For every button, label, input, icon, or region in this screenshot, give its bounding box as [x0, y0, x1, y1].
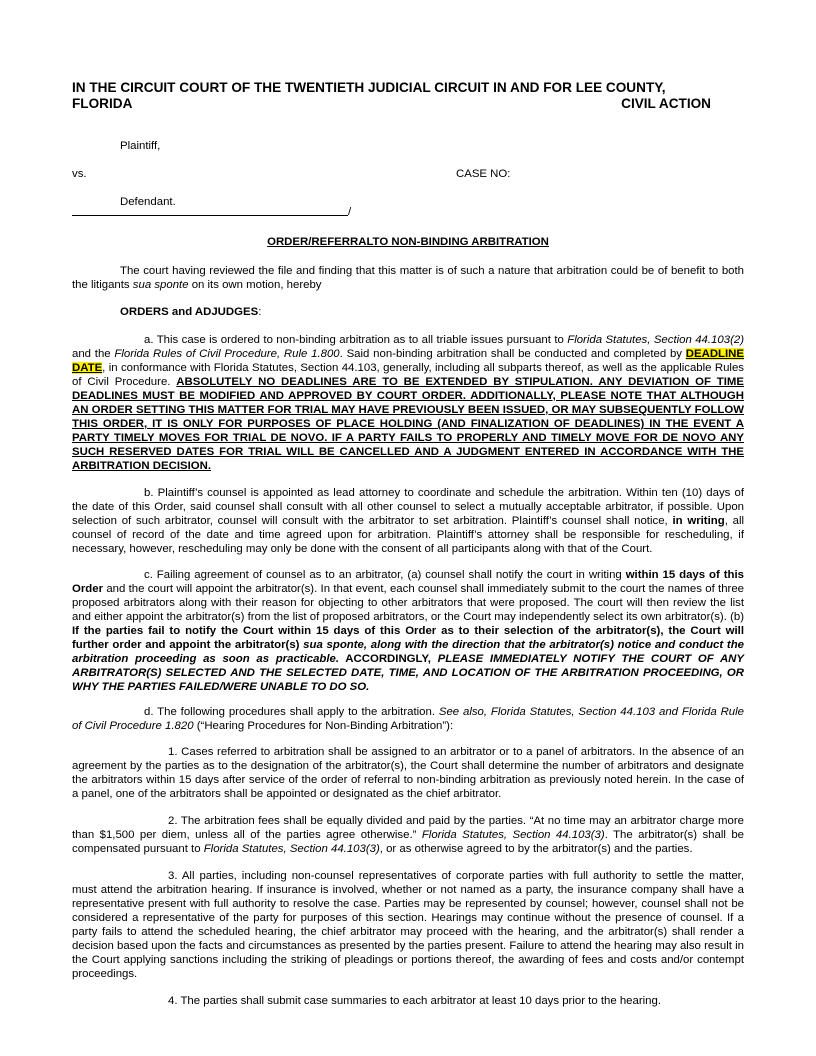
civil-action-label: CIVIL ACTION: [621, 96, 711, 111]
plaintiff-label: Plaintiff,: [120, 140, 161, 152]
signature-line: [72, 205, 348, 216]
case-no-label: CASE NO:: [456, 168, 511, 180]
defendant-label: Defendant.: [120, 196, 176, 208]
vs-label: vs.: [72, 168, 87, 180]
procedure-item-1: 1. Cases referred to arbitration shall be assigned to an arbitrator or to a panel of arbitrators. In the absence of an agreement by the parties as to the designation of the arbitrator(s), the Court shall determine the number of arbitrators and designate the arbitrators within 15 days after service of the order of referral to non-binding arbitration as previously noted herein. In the case of a panel, one of the arbitrators shall be appointed or designated as the chief arbitrator.: [72, 746, 744, 800]
order-heading: ORDER/REFERRALTO NON-BINDING ARBITRATION: [267, 236, 549, 248]
procedure-item-4: 4. The parties shall submit case summaries to each arbitrator at least 10 days prior to the hearing.: [168, 995, 661, 1007]
procedure-item-3: 3. All parties, including non-counsel representatives of corporate parties with full authority to settle the matter, must attend the arbitration hearing. If insurance is involved, whether or not named as a party, the insurance company shall have a representative present with full authority to resolve the case. Parties may be represented by counsel; however, counsel shall not be considered a representative of the party for purposes of this section. Hearings may continue without the presence of counsel. If a party fails to attend the scheduled hearing, the chief arbitrator may proceed with the hearing, and the arbitrator(s) shall render a decision based upon the facts and circumstances as presented by the parties present. Failure to attend the hearing may also result in the Court applying sanctions including the striking of pleadings or portions thereof, the awarding of fees and costs and/or contempt proceedings.: [72, 870, 744, 980]
court-caption-title: [72, 80, 744, 112]
paragraph-d: d. The following procedures shall apply to the arbitration. See also, Florida Statutes, Section 44.103 and Florida Rule of Civil Procedure 1.820 (“Hearing Procedures for Non-Binding Arbitration”):: [72, 706, 744, 732]
signature-line-slash: /: [348, 206, 352, 218]
paragraph-c: c. Failing agreement of counsel as to an arbitrator, (a) counsel shall notify the court in writing within 15 days of this Order and the court will appoint the arbitrator(s). In that event, each counsel shall immediately submit to the court the names of three proposed arbitrators along with their reason for objecting to other arbitrators that were proposed. The court will then review the list and either appoint the arbitrator(s) from the list of proposed arbitrators, or the Court may independently select its own arbitrator(s). (b) If the parties fail to notify the Court within 15 days of this Order as to their selection of the arbitrator(s), the Court will further order and appoint the arbitrator(s) sua sponte, along with the direction that the arbitrator(s) notice and conduct the arbitration proceeding as soon as practicable. ACCORDINGLY, PLEASE IMMEDIATELY NOTIFY THE COURT OF ANY ARBITRATOR(S) SELECTED AND THE SELECTED DATE, TIME, AND LOCATION OF THE ARBITRATION PROCEEDING, OR WHY THE PARTIES FAILED/WERE UNABLE TO DO SO.: [72, 569, 744, 693]
court-line-2: FLORIDA: [72, 96, 133, 111]
intro-paragraph: The court having reviewed the file and finding that this matter is of such a nature that arbitration could be of benefit to both the litigants sua sponte on its own motion, hereby: [72, 265, 744, 291]
deadline-date-highlight: DEADLINE DATE: [72, 348, 745, 374]
paragraph-a: a. This case is ordered to non-binding arbitration as to all triable issues pursuant to Florida Statutes, Section 44.103(2) and the Florida Rules of Civil Procedure, Rule 1.800. Said non-binding arbitration shall be conducted and completed by DEADLINE DATE, in conformance with Florida Statutes, Section 44.103, generally, including all subparts thereof, as well as the applicable Rules of Civil Procedure. ABSOLUTELY NO DEADLINES ARE TO BE EXTENDED BY STIPULATION. ANY DEVIATION OF TIME DEADLINES MUST BE MODIFIED AND APPROVED BY COURT ORDER. ADDITIONALLY, PLEASE NOTE THAT ALTHOUGH AN ORDER SETTING THIS MATTER FOR TRIAL MAY HAVE PREVIOUSLY BEEN ISSUED, OR MAY SUBSEQUENTLY FOLLOW THIS ORDER, IT IS ONLY FOR PURPOSES OF PLACE HOLDING (AND FINALIZATION OF DEADLINES) IN THE EVENT A PARTY TIMELY MOVES FOR TRIAL DE NOVO. IF A PARTY FAILS TO PROPERLY AND TIMELY MOVE FOR DE NOVO ANY SUCH RESERVED DATES FOR TRIAL WILL BE CANCELLED AND A JUDGMENT ENTERED IN ACCORDANCE WITH THE ARBITRATION DECISION.: [72, 334, 745, 472]
procedure-item-2: 2. The arbitration fees shall be equally divided and paid by the parties. “At no time may an arbitrator charge more than $1,500 per diem, unless all of the parties agree otherwise.” Florida Statutes, Section 44.103(3). The arbitrator(s) shall be compensated pursuant to Florida Statutes, Section 44.103(3), or as otherwise agreed to by the arbitrator(s) and the parties.: [72, 815, 745, 855]
orders-adjudges: ORDERS and ADJUDGES:: [120, 306, 262, 318]
court-line-1: IN THE CIRCUIT COURT OF THE TWENTIETH JUDICIAL CIRCUIT IN AND FOR LEE COUNTY,: [72, 80, 666, 95]
paragraph-b: b. Plaintiff’s counsel is appointed as lead attorney to coordinate and schedule the arbitration. Within ten (10) days of the date of this Order, said counsel shall consult with all other counsel to select a mutually acceptable arbitrator, if possible. Upon selection of such arbitrator, counsel will consult with the arbitrator to set arbitration. Plaintiff’s counsel shall notice, in writing, all counsel of record of the date and time agreed upon for arbitration. Plaintiff’s attorney shall be responsible for rescheduling, if necessary, however, rescheduling may only be done with the consent of all participants along with that of the Court.: [72, 487, 745, 555]
